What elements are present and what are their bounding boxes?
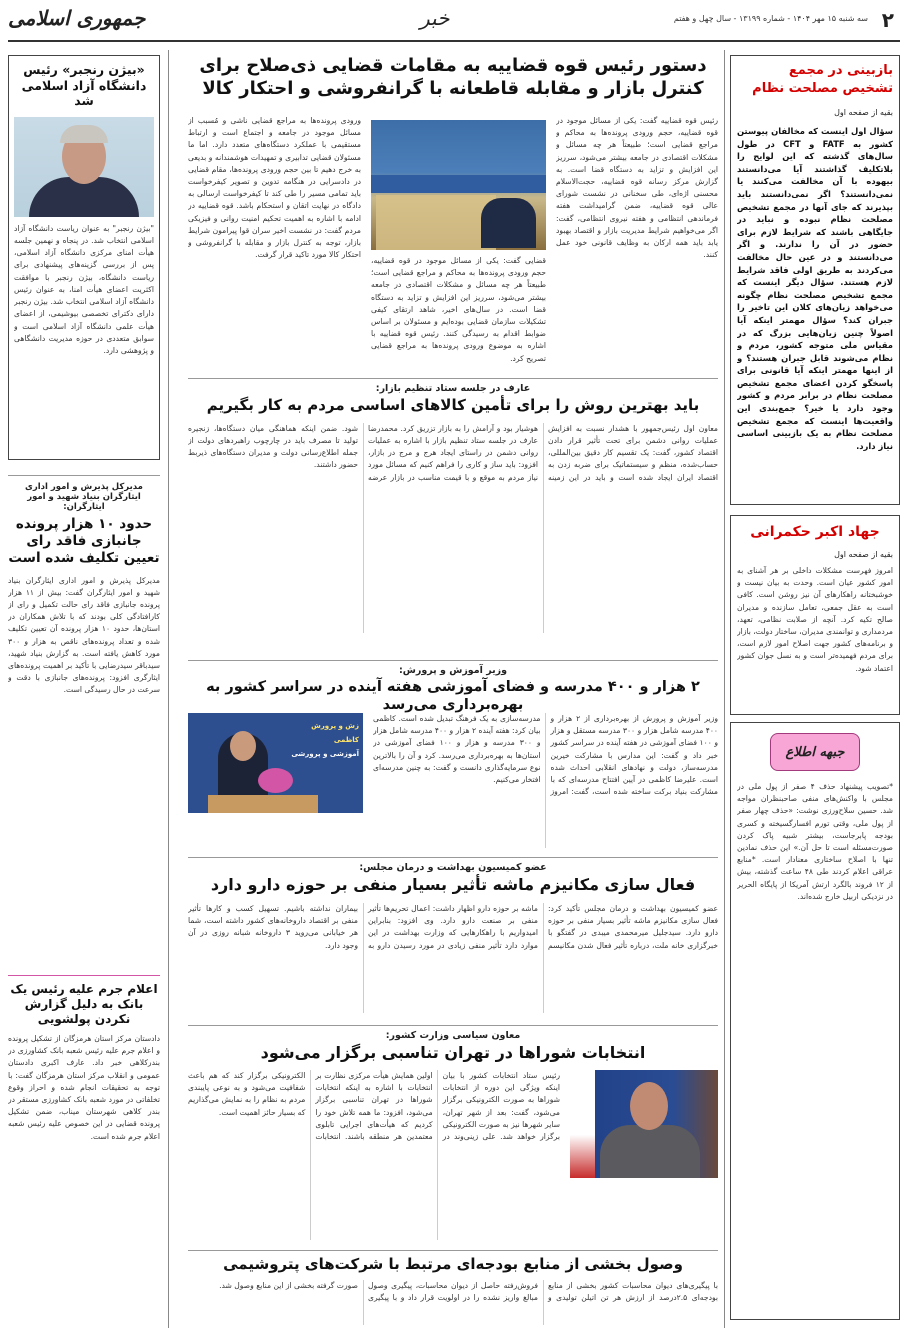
story-body: دادستان مرکز استان هرمزگان از تشکیل پرونده و اعلام جرم علیه رئیس شعبه بانک کشاورزی در بندرکلاهی خبر داد. عارف اکبری دادستان عمومی و انقلاب مرکز استان هرمزگان گفت: با توجه به تحقیقات انجام شده و احراز وقوع تخلفاتی در مورد شعبه بانک کشاورزی مستقر در بندر کلاهی شهرستان میناب، ضمن تشکیل پرونده قضایی در این خصوص علیه رئیس شعبه اعلام جرم شده است. <box>8 1034 160 1141</box>
photo-person-face <box>630 1082 668 1130</box>
continued-note: بقیه از صفحه اول <box>834 550 893 559</box>
deputy-minister-photo <box>570 1070 718 1178</box>
judiciary-meeting-photo <box>371 120 546 250</box>
story-headline: اعلام جرم علیه رئیس یک بانک به دلیل گزارش نکردن پولشویی <box>10 982 158 1026</box>
petrochemical-story <box>188 1250 718 1325</box>
editorial-body: سؤال اول اینست که مخالفان پیوستن کشور به FATF و CFT در طول سال‌های گذشته که این لوایح را بلاتکلیف گذاشتند آیا می‌دانستند بیهوده با آن مخالفت می‌کنند یا نمی‌دانستند؟ اگر نمی‌دانستند باید بپذیرند که جای آنها در مجمع تشخیص مصلحت نظام نبوده و نباید در جایگاهی باشند که شرایط لازم برای حضور در آن را ندارند. و اگر می‌دانستند و در عین حال مخالفت می‌کردند به طریق اولی فاقد شرایط لازم هستند. سؤال دیگر اینست که مجمع تشخیص مصلحت نظام چگونه می‌خواهد زیان‌های کلان این تاخیر را جبران کند؟ سؤال مهمتر اینکه آیا اصولاً چنین زیان‌هایی بزرگ که در مقیاس ملی متوجه کشور، مردم و نظام می‌شوند قابل جبران هستند؟ و از اینها مهمتر اینکه آیا قانونی برای پاسخگو کردن اعضای مجمع تشخیص مصلحت نظام در برابر مردم و کشور وجود دارد یا خیر؟ جمع‌بندی این واقعیت‌ها اینست که مجمع تشخیص مصلحت نظام به یک بازبینی اساسی نیاز دارد. <box>737 126 893 451</box>
story-body: "بیژن رنجبر" به عنوان ریاست دانشگاه آزاد اسلامی انتخاب شد. در پنجاه و نهمین جلسه هیأت امنای مرکزی دانشگاه آزاد اسلامی، پس از بررسی گزینه‌های پیشنهادی برای ریاست دانشگاه، بیژن رنجبر با موافقت اکثریت اعضای هیأت امنا، به عنوان رئیس دانشگاه آزاد اسلامی انتخاب شد. بیژن رنجبر دارای دکترای تخصصی بیوشیمی، از اعضای هیأت علمی دانشگاه آزاد اسلامی است و سوابق متعددی در حوزه مدیریت دانشگاهی و پژوهشی دارد. <box>14 223 154 355</box>
news-brief-logo <box>770 733 860 771</box>
story-kicker: عارف در جلسه ستاد تنظیم بازار: <box>375 383 531 394</box>
veterans-story <box>8 475 160 965</box>
news-brief-body: *تصویب پیشنهاد حذف ۴ صفر از پول ملی در مجلس با واکنش‌های منفی صاحبنظران مواجه شد. حسین سلاح‌ورزی نوشت: «حذف چهار صفر از پول ملی، وقتی تورم افسارگسیخته و کسری بودجه پابرجاست، بیشتر شبیه پاک کردن صورت‌مسئله است تا حل آن.» این حذف نمادین تنها با اصلاح ساختاری معنادار است. *منابع عراقی اعلام کردند طی ۴۸ ساعت گذشته، بیش از ۱۲ فروند بالگرد ارتش آمریکا از پایگاه الحریر در نزدیکی اربیل خارج شده‌اند. <box>737 782 893 901</box>
story-headline: انتخابات شوراها در تهران تناسبی برگزار می‌شود <box>260 1043 646 1062</box>
photo-banner-text: زش و پرورش کاظمی آموزشی و پرورشی <box>291 722 359 758</box>
main-story-col-3: ورودی پرونده‌ها به مراجع قضایی ناشی و مُسبب از مسائل موجود در جامعه و اجتماع است و ارتباط مستقیمی با عملکرد دستگاه‌های متعدد دارد. اما ما مسئولان قضایی تدابیری و تمهیدات هوشمندانه و بدیعی به خرج دهیم تا بین حجم ورودی پرونده‌ها، مقام قضایی در دادسرایی در هنگامه تدوین و تصویر کیفرخواست باید تمامی مسیر را طی کند تا کیفرخواست ارسالی به دادگاه در نهایت اتقان و استحکام باشد. قوه قضاییه در ادامه با اشاره به اهمیت تحکیم امنیت روانی و فیزیکی مردم گفت: در نشست اخیر سران قوا پیرامون شرایط بازار، توجه به کنترل بازار و مقابله با گرانفروشی و احتکار کالا مورد تاکید قرار گرفت. <box>188 116 361 260</box>
story-body: مدیرکل پذیرش و امور اداری ایثارگران بنیاد شهید و امور ایثارگران گفت: بیش از ۱۱ هزار پرونده جانبازی فاقد رای حالت تکمیل و رای از کارافتادگی کلی بودند که با تلاش همکاران در استان‌ها، حدود ۱۰ هزار پرونده آن تعیین تکلیف شده و تعداد پرونده‌های ناقص به هزار و ۳۰۰ مورد کاهش یافته است. به گزارش بنیاد شهید، سیدباقر سیدرضایی با تأکید بر اهمیت پرونده‌های ایثارگری افزود: پرونده‌های جانبازی با دقت و سرعت در حال رسیدگی است. <box>8 575 160 695</box>
story-headline: باید بهترین روش را برای تأمین کالاهای اساسی مردم به کار بگیریم <box>206 396 700 414</box>
story-kicker: معاون سیاسی وزارت کشور: <box>385 1030 521 1041</box>
story-body: وزیر آموزش و پرورش از بهره‌برداری از ۲ هزار و ۴۰۰ مدرسه شامل هزار و ۳۰۰ مدرسه مستقل و هزار و ۱۰۰ فضای آموزشی در هفته آینده در سراسر کشور خبر داد و گفت: این مدارس با مشارکت خیرین مدرسه‌ساز، دولت و نهادهای انقلابی احداث شده است. علیرضا کاظمی در آیین افتتاح مدرسه‌ای که با مشارکت بنیاد برکت ساخته شده است، گفت: امروز مدرسه‌سازی به یک فرهنگ تبدیل شده است. کاظمی بیان کرد: هفته آینده ۲ هزار و ۴۰۰ مدرسه شامل هزار و ۳۰۰ مدرسه و هزار و ۱۰۰ فضای آموزشی در استان‌ها به بهره‌برداری می‌رسد. کرد و آن را بالاترین نوع سرمایه‌گذاری دانست و گفت: به چنین مدرسه‌ای افتخار می‌کنیم. <box>373 714 718 797</box>
story-headline: وصول بخشی از منابع بودجه‌ای مرتبط با شرکت‌های پتروشیمی <box>223 1255 683 1273</box>
story-headline: ۲ هزار و ۴۰۰ مدرسه و فضای آموزشی هفته آینده در سراسر کشور به بهره‌برداری می‌رسد <box>206 679 700 714</box>
photo-flowers <box>258 768 293 793</box>
section-title: خبر <box>420 6 450 30</box>
page-number: ۲ <box>881 8 894 32</box>
story-body: رئیس ستاد انتخابات کشور با بیان اینکه ویژگی این دوره از انتخابات شوراها به صورت الکترونیکی برگزار می‌شود، گفت: بعد از شهر تهران، سایر شهرها نیز به صورت الکترونیکی برگزار خواهد شد. علی زینی‌وند در اولین همایش هیأت مرکزی نظارت بر انتخابات با اشاره به اینکه انتخابات شوراها در تهران تناسبی برگزار می‌شود، افزود: ما همه تلاش خود را کردیم که هیأت‌های اجرایی تابلوی معتمدین هر منطقه باشند. انتخابات الکترونیکی برگزار کند که هم باعث شفافیت می‌شود و به نوعی پایبندی مردم به نظام را به نمایش می‌گذاریم که بسیار حائز اهمیت است. <box>188 1071 560 1142</box>
main-story <box>188 55 718 365</box>
editorial-title: جهاد اکبر حکمرانی <box>750 524 880 540</box>
editorial-body: امروز فهرست مشکلات داخلی بر هر آشنای به امور کشور عیان است. وحدت به بیان نیست و خوشبختانه راهکارهای آن نیز روشن است. کافی است به عقل جمعی، تعامل سازنده و مدیران صالح تکیه کرد. آنچه از صلابت نظامی، تعهد، مردمداری و توانمندی مدیران، ساختار دولت، بازار و برنامه‌های کشور جهت اصلاح امور لازم است، برای مردم فهمیده‌تر است و به نسل جوان کشور اعتماد شود. <box>737 566 893 673</box>
bank-story <box>8 975 160 1325</box>
pharma-story <box>188 857 718 1022</box>
main-headline: دستور رئیس قوه قضاییه به مقامات قضایی ذی‌صلاح برای کنترل بازار و مقابله قاطعانه با گرانفروشی و احتکار کالا <box>199 55 707 99</box>
story-headline: حدود ۱۰ هزار پرونده جانبازی فاقد رای تعیین تکلیف شده است <box>8 516 160 566</box>
photo-people <box>481 198 536 248</box>
story-body: معاون اول رئیس‌جمهور با هشدار نسبت به افزایش عملیات روانی دشمن برای تحت تأثیر قرار دادن اقتصاد کشور، گفت: یک تقسیم کار دقیق بین‌المللی، حساب‌شده، منظم و سیستماتیک برای ضربه زدن به اقتصاد ایران ایجاد شده است و باید در این زمینه هوشیار بود و آرامش را به بازار تزریق کرد. محمدرضا عارف در جلسه ستاد تنظیم بازار با اشاره به عملیات روانی دشمن در راستای ایجاد هرج و مرج در بازار، افزود: باید ساز و کاری را فراهم کنیم که مسائل مورد نیاز مردم به موقع و با قیمت مناسب در بازار عرضه شود. ضمن اینکه هماهنگی میان دستگاه‌ها، زنجیره تولید تا مصرف باید در چارچوب راهبردهای دولت از جمله اطلاع‌رسانی دولت و مدیران دستگاه‌های ذیربط حضور داشتند. <box>188 423 718 482</box>
main-story-col-2: قضایی گفت: یکی از مسائل موجود در قوه قضاییه، حجم ورودی پرونده‌ها به محاکم و مراجع قضایی است؛ طبیعتاً هر چه مسائل و مشکلات اقتصادی در جامعه بیشتر می‌شود، سرریز این افزایش و تزاید به دستگاه قضا است. در سال‌های اخیر، شاهد ارتقای کیفی تشکیلات سازمان قضایی بوده‌ایم و مسئولان بر اساس ضوابط اقدام به رسیدگی کنند. رئیس قوه قضاییه با اشاره به موضوع ورودی پرونده‌ها به مراجع قضایی تصریح کرد. <box>371 256 546 363</box>
masthead-divider <box>8 40 900 42</box>
editorial-title: بازبینی در مجمع تشخیص مصلحت نظام <box>752 63 893 96</box>
story-headline: «بیژن رنجبر» رئیس دانشگاه آزاد اسلامی شد <box>21 62 147 109</box>
story-body: عضو کمیسیون بهداشت و درمان مجلس تأکید کرد: فعال سازی مکانیزم ماشه تأثیر بسیار منفی بر حوزه دارو دارد. سیدجلیل میرمحمدی میبدی در گفتگو با خبرگزاری خانه ملت، درباره تأثیر فعال شدن مکانیسم ماشه بر حوزه دارو اظهار داشت: اعمال تحریم‌ها تأثیر منفی بر صنعت دارو دارد. وی افزود: بنابراین امیدواریم با راهکارهایی که وزارت بهداشت در این موارد دارد تأثیر منفی زیادی در مورد رسیدن دارو به بیماران نداشته باشیم. تسهیل کسب و کارها تأثیر منفی بر اقتصاد داروخانه‌های کشور داشته است، شما هر خیابانی می‌روید ۳ داروخانه شبانه روزی در آن وجود دارد. <box>188 904 718 950</box>
editorial-box-governance <box>730 515 900 715</box>
masthead <box>0 0 908 40</box>
photo-table <box>371 175 546 193</box>
photo-speaker-face <box>230 731 256 761</box>
column-divider <box>168 50 169 1328</box>
continued-note: بقیه از صفحه اول <box>834 108 893 117</box>
elections-story <box>188 1025 718 1245</box>
story-body: با پیگیری‌های دیوان محاسبات کشور بخشی از منابع بودجه‌ای ۲.۵درصد از ارزش هر تن اتیلن تولیدی و فروش‌رفته حاصل از دیوان محاسبات، پیگیری وصول مبالغ واریز نشده را در اولویت قرار داد و با پیگیری صورت گرفته بخشی از این منابع وصول شد. <box>219 1280 718 1302</box>
news-brief-logo-text: جبهه اطلاع <box>785 744 845 760</box>
photo-podium <box>208 795 318 813</box>
market-regulation-story <box>188 378 718 653</box>
main-story-col-1: رئیس قوه قضاییه گفت: یکی از مسائل موجود در قوه قضاییه، حجم ورودی پرونده‌ها به محاکم و مراجع قضایی است؛ طبیعتاً هر چه مسائل و مشکلات اقتصادی در جامعه بیشتر می‌شود، سرریز این افزایش و تزاید به دستگاه قضا است. به گزارش مرکز رسانه قوه قضاییه، حجت‌الاسلام محسنی اژه‌ای، طی سخنانی در نشست شورای عالی قوه قضاییه، ضمن گرامیداشت هفته فرماندهی انتظامی و هفته نیروی انتظامی، گفت: اگر می‌خواهیم شرایط مدیریت بازار و اقتصاد بهبود یابد باید همه ارکان به وظایف قانونی خود عمل کنند. <box>556 116 718 260</box>
photo-person-hair <box>60 125 108 143</box>
photo-chairs <box>376 195 496 250</box>
story-kicker: عضو کمیسیون بهداشت و درمان مجلس: <box>359 862 547 873</box>
news-brief-box <box>730 722 900 1320</box>
story-kicker: مدیرکل پذیرش و امور اداری ایثارگران بنیاد شهید و امور ایثارگران: <box>25 482 143 512</box>
paper-logo: جمهوری اسلامی <box>8 6 146 30</box>
education-story <box>188 660 718 850</box>
photo-flag <box>570 1070 595 1178</box>
dateline: سه شنبه ۱۵ مهر ۱۴۰۴ - شماره ۱۳۱۹۹ - سال چهل و هفتم <box>673 14 868 23</box>
column-divider <box>724 50 725 1328</box>
story-kicker: وزیر آموزش و پرورش: <box>398 665 508 676</box>
university-head-photo <box>14 117 154 217</box>
photo-person-body <box>600 1125 700 1178</box>
editorial-box-review <box>730 55 900 505</box>
story-headline: فعال سازی مکانیزم ماشه تأثیر بسیار منفی بر حوزه دارو دارد <box>210 875 696 894</box>
minister-speech-photo <box>188 713 363 813</box>
university-story-box <box>8 55 160 460</box>
